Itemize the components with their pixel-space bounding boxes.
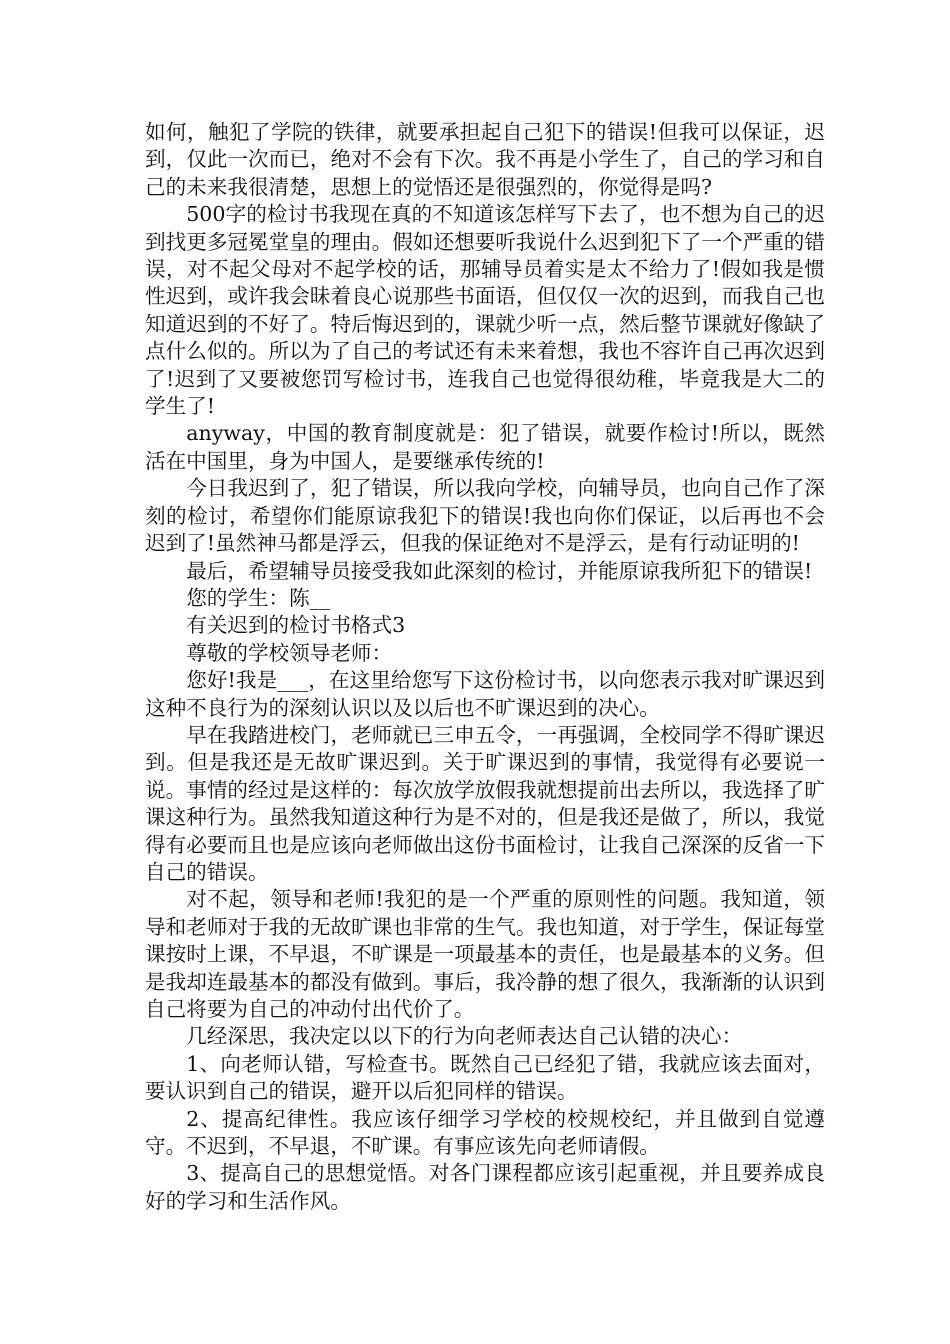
document-body <box>145 119 825 1215</box>
list-item: 2、提高纪律性。我应该仔细学习学校的校规校纪，并且做到自觉遵守。不迟到，不早退，不旷课。有事应该先向老师请假。 <box>145 1106 825 1159</box>
paragraph: 最后，希望辅导员接受我如此深刻的检讨，并能原谅我所犯下的错误! <box>186 558 813 583</box>
paragraph: 如何，触犯了学院的铁律，就要承担起自己犯下的错误!但我可以保证，迟到，仅此一次而已，绝对不会有下次。我不再是小学生了，自己的学习和自己的未来我很清楚，思想上的觉悟还是很强烈的，你觉得是吗? <box>145 120 825 199</box>
paragraph: 对不起，领导和老师!我犯的是一个严重的原则性的问题。我知道，领导和老师对于我的无故旷课也非常的生气。我也知道，对于学生，保证每堂课按时上课，不早退，不旷课是一项最基本的责任，也是最基本的义务。但是我却连最基本的都没有做到。事后，我冷静的想了很久，我渐渐的认识到自己将要为自己的冲动付出代价了。 <box>145 887 825 1021</box>
paragraph: 今日我迟到了，犯了错误，所以我向学校，向辅导员，也向自己作了深刻的检讨，希望你们能原谅我犯下的错误!我也向你们保证，以后再也不会迟到了!虽然神马都是浮云，但我的保证绝对不是浮云，是有行动证明的! <box>145 476 825 556</box>
salutation: 尊敬的学校领导老师： <box>186 640 393 665</box>
paragraph: 早在我踏进校门，老师就已三申五令，一再强调，全校同学不得旷课迟到。但是我还是无故旷课迟到。关于旷课迟到的事情，我觉得有必要说一说。事情的经过是这样的：每次放学放假我就想提前出去所以，我选择了旷课这种行为。虽然我知道这种行为是不对的，但是我还是做了，所以，我觉得有必要而且也是应该向老师做出这份书面检讨，让我自己深深的反省一下自己的错误。 <box>145 722 825 884</box>
paragraph: 几经深思，我决定以以下的行为向老师表达自己认错的决心： <box>186 1024 743 1049</box>
signature-line: 您的学生：陈__ <box>186 585 331 610</box>
list-item: 3、提高自己的思想觉悟。对各门课程都应该引起重视，并且要养成良好的学习和生活作风。 <box>145 1161 825 1213</box>
paragraph: 您好!我是___，在这里给您写下这份检讨书，以向您表示我对旷课迟到这种不良行为的深刻认识以及以后也不旷课迟到的决心。 <box>145 668 825 720</box>
section-heading: 有关迟到的检讨书格式3 <box>186 613 406 638</box>
paragraph: 500字的检讨书我现在真的不知道该怎样写下去了，也不想为自己的迟到找更多冠冕堂皇的理由。假如还想要听我说什么迟到犯下了一个严重的错误，对不起父母对不起学校的话，那辅导员着实是太不给力了!假如我是惯性迟到，或许我会昧着良心说那些书面语，但仅仅一次的迟到，而我自己也知道迟到的不好了。特后悔迟到的，课就少听一点，然后整节课就好像缺了点什么似的。所以为了自己的考试还有未来着想，我也不容许自己再次迟到了!迟到了又要被您罚写检讨书，连我自己也觉得很幼稚，毕竟我是大二的学生了! <box>145 202 825 419</box>
paragraph: anyway，中国的教育制度就是：犯了错误，就要作检讨!所以，既然活在中国里，身为中国人，是要继承传统的! <box>145 421 825 473</box>
list-item: 1、向老师认错，写检查书。既然自己已经犯了错，我就应该去面对，要认识到自己的错误，避开以后犯同样的错误。 <box>145 1051 825 1104</box>
